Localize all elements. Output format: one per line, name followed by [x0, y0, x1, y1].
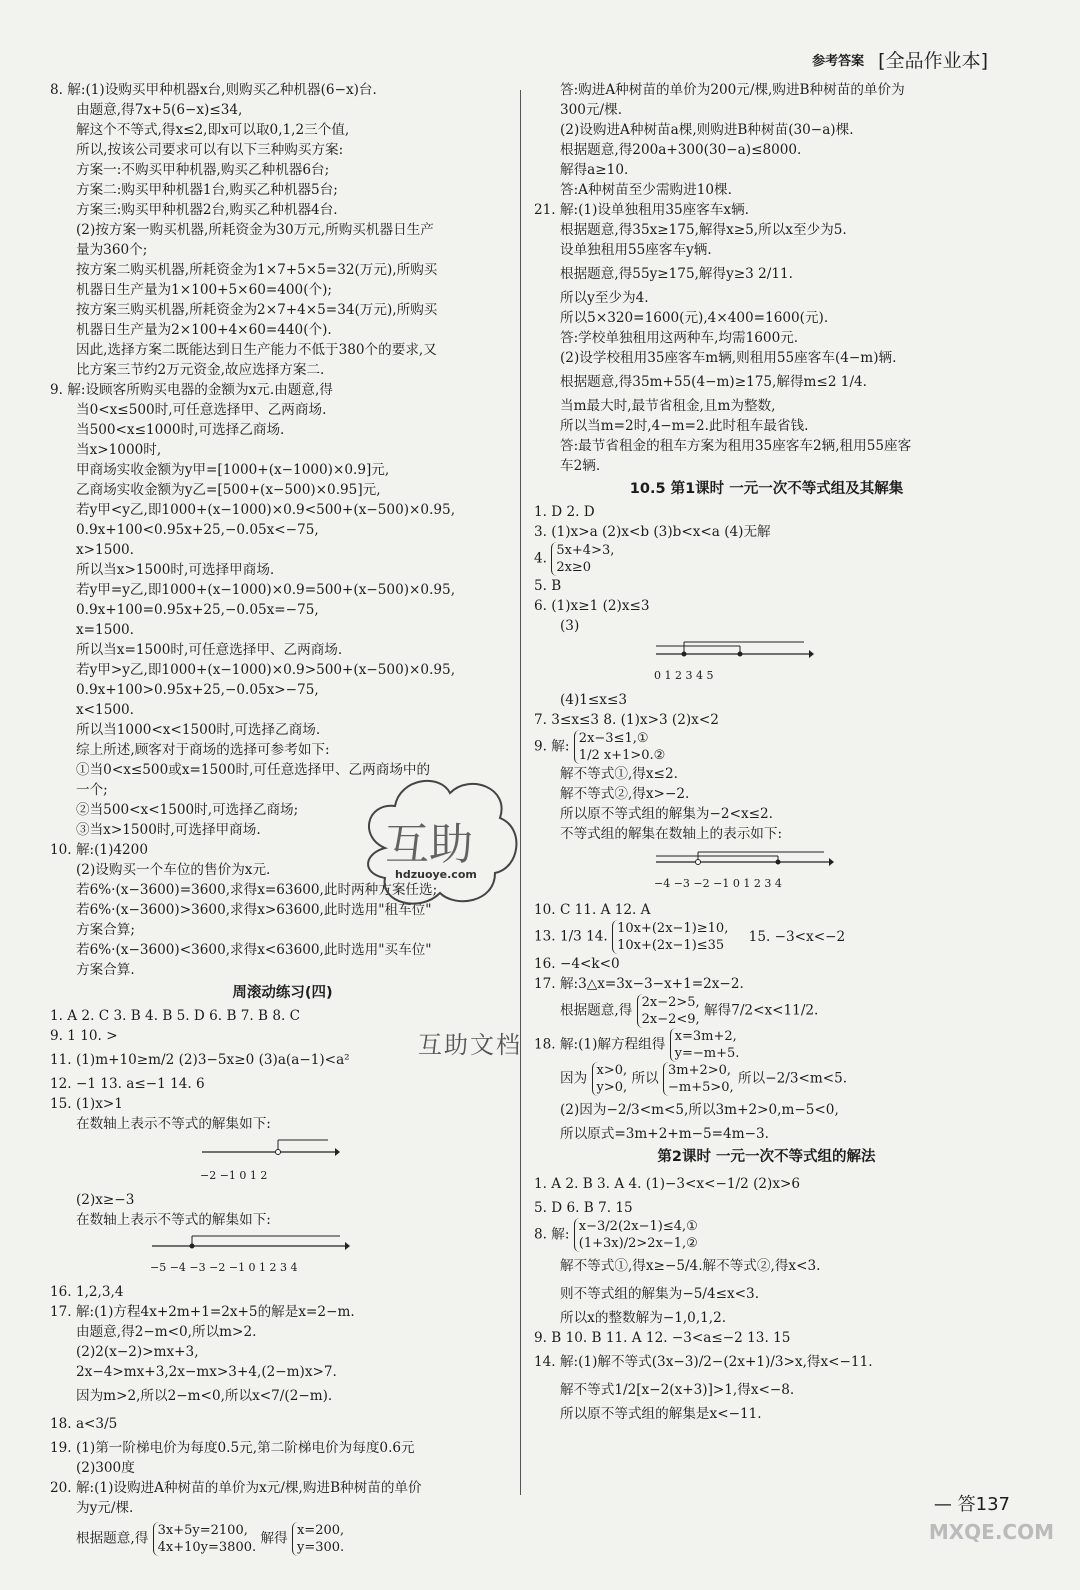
equation-system-line	[534, 1028, 999, 1062]
number-line-graphic	[150, 1234, 350, 1258]
equation: (1+3x)/2>2x−1,②	[578, 1236, 698, 1251]
text-line: 机器日生产量为1×100+5×60=400(个);	[76, 282, 332, 298]
text-line: 21. 解:(1)设单独租用35座客车x辆.	[534, 202, 749, 218]
text-span: 4.	[534, 550, 547, 567]
text-span: 18. 解:(1)解方程组得	[534, 1036, 666, 1053]
text-line: 方案合算.	[76, 962, 135, 978]
equation: y=300.	[296, 1540, 345, 1555]
text-line: 则不等式组的解集为−5/4≤x<3.	[560, 1286, 760, 1302]
text-line: 答:购进A种树苗的单价为200元/棵,购进B种树苗的单价为	[560, 82, 905, 98]
equation: x−3/2(2x−1)≤4,①	[578, 1219, 698, 1234]
text-line: 0.9x+100=0.95x+25,−0.05x=−75,	[76, 602, 319, 618]
text-line: 按方案三购买机器,所耗资金为2×7+4×5=34(万元),所购买	[76, 302, 438, 318]
equation-system	[663, 1062, 734, 1096]
number-line-labels: −5 −4 −3 −2 −1 0 1 2 3 4	[150, 1261, 298, 1274]
text-line: x>1500.	[76, 542, 134, 558]
text-line: 2x−4>mx+3,2x−mx>3+4,(2−m)x>7.	[76, 1364, 337, 1380]
equation-system-line	[50, 1522, 515, 1556]
text-line: 所以当x=1500时,可任意选择甲、乙两商场.	[76, 642, 343, 658]
text-line: 由题意,得7x+5(6−x)≤34,	[76, 102, 243, 118]
text-line: 16. −4<k<0	[534, 956, 620, 972]
text-line: 若y甲<y乙,即1000+(x−1000)×0.9<500+(x−500)×0.95,	[76, 502, 456, 518]
text-line: 20. 解:(1)设购进A种树苗的单价为x元/棵,购进B种树苗的单价	[50, 1480, 422, 1496]
equation: 10x+(2x−1)≤35	[617, 938, 725, 953]
equation: y>0,	[596, 1080, 628, 1095]
text-line: 量为360个;	[76, 242, 148, 258]
equation: 10x+(2x−1)≥10,	[617, 921, 729, 936]
header-subtitle: 参考答案	[812, 54, 865, 69]
text-line: 根据题意,得55y≥175,解得y≥3 2/11.	[560, 266, 793, 282]
text-line: 当x>1000时,	[76, 442, 162, 458]
equation: 2x≥0	[556, 560, 592, 575]
number-line-labels: 0 1 2 3 4 5	[654, 669, 714, 682]
text-line: 17. 解:(1)方程4x+2m+1=2x+5的解是x=2−m.	[50, 1304, 355, 1320]
text-line: 解不等式1/2[x−2(x+3)]>1,得x<−8.	[560, 1382, 795, 1398]
text-line: 设单独租用55座客车y辆.	[560, 242, 712, 258]
text-line: (2)按方案一购买机器,所耗资金为30万元,所购买机器日生产	[76, 222, 434, 238]
text-line: 12. −1 13. a≤−1 14. 6	[50, 1076, 205, 1092]
text-line: (2)设学校租用35座客车m辆,则租用55座客车(4−m)辆.	[560, 350, 897, 366]
equation-system	[574, 1218, 698, 1252]
text-line: 6. (1)x≥1 (2)x≤3	[534, 598, 650, 614]
equation: 2x−2<9,	[641, 1012, 700, 1027]
watermark-stamp-text: 互助	[385, 819, 473, 870]
number-line-graphic	[654, 640, 814, 666]
text-line: 按方案二购买机器,所耗资金为1×7+5×5=32(万元),所购买	[76, 262, 438, 278]
text-line: 因此,选择方案二既能达到日生产能力不低于380个的要求,又	[76, 342, 437, 358]
text-line: 比方案三节约2万元资金,故应选择方案二.	[76, 362, 325, 378]
text-line: (2)2(x−2)>mx+3,	[76, 1344, 199, 1360]
text-line: 根据题意,得35x≥175,解得x≥5,所以x至少为5.	[560, 222, 847, 238]
equation-system	[551, 542, 614, 576]
text-span: 因为	[560, 1070, 588, 1087]
text-line: 所以y至少为4.	[560, 290, 649, 306]
text-line: 19. (1)第一阶梯电价为每度0.5元,第二阶梯电价为每度0.6元	[50, 1440, 415, 1456]
text-line: 16. 1,2,3,4	[50, 1284, 124, 1300]
corner-watermark: MXQE.COM	[928, 1520, 1054, 1544]
text-line: 0.9x+100<0.95x+25,−0.05x<−75,	[76, 522, 319, 538]
equation-system-line	[534, 994, 999, 1028]
equation: x>0,	[596, 1063, 628, 1078]
text-line: 所以x的整数解为−1,0,1,2.	[560, 1310, 727, 1326]
text-line: 14. 解:(1)解不等式(3x−3)/2−(2x+1)/3>x,得x<−11.	[534, 1354, 873, 1370]
text-line: 所以,按该公司要求可以有以下三种购买方案:	[76, 142, 344, 158]
text-line: 方案三:购买甲种机器2台,购买乙种机器4台.	[76, 202, 338, 218]
text-span: 解得	[260, 1530, 288, 1547]
text-span: 13. 1/3 14.	[534, 928, 608, 945]
equation: 2x−2>5,	[641, 995, 700, 1010]
equation: 4x+10y=3800.	[157, 1540, 257, 1555]
equation-system	[574, 730, 666, 764]
text-line: 所以当1000<x<1500时,可选择乙商场.	[76, 722, 321, 738]
text-line: 方案二:购买甲种机器1台,购买乙种机器5台;	[76, 182, 338, 198]
text-line: 9. 1 10. >	[50, 1028, 118, 1044]
text-line: 17. 解:3△x=3x−3−x+1=2x−2.	[534, 976, 744, 992]
text-line: 9. B 10. B 11. A 12. −3<a≤−2 13. 15	[534, 1330, 791, 1346]
equation-system	[612, 920, 728, 954]
text-line: (4)1≤x≤3	[560, 692, 627, 708]
text-line: 解得a≥10.	[560, 162, 629, 178]
text-line: 答:A种树苗至少需购进10棵.	[560, 182, 732, 198]
text-line: 不等式组的解集在数轴上的表示如下:	[560, 826, 783, 842]
text-line: (2)设购进A种树苗a棵,则购进B种树苗(30−a)棵.	[560, 122, 854, 138]
text-line: 若6%·(x−3600)<3600,求得x<63600,此时选用"买车位"	[76, 942, 432, 958]
equation-system-line	[534, 1218, 999, 1252]
text-span: 所以	[631, 1070, 659, 1087]
text-line: 所以原式=3m+2+m−5=4m−3.	[560, 1126, 769, 1142]
text-line: 3. (1)x>a (2)x<b (3)b<x<a (4)无解	[534, 524, 771, 540]
watermark-text: 互助文档	[418, 1031, 522, 1059]
text-line: 由题意,得2−m<0,所以m>2.	[76, 1324, 257, 1340]
text-line: 1. D 2. D	[534, 504, 595, 520]
text-line: (3)	[560, 618, 580, 634]
text-line: 1. A 2. B 3. A 4. (1)−3<x<−1/2 (2)x>6	[534, 1176, 801, 1192]
text-line: 所以原不等式组的解集为−2<x≤2.	[560, 806, 773, 822]
watermark-stamp	[355, 768, 525, 922]
text-line: 9. 解:设顾客所购买电器的金额为x元.由题意,得	[50, 382, 333, 398]
text-line: 方案合算;	[76, 922, 135, 938]
equation-system	[637, 994, 700, 1028]
text-line: 在数轴上表示不等式的解集如下:	[76, 1116, 271, 1132]
equation: 3x+5y=2100,	[157, 1523, 248, 1538]
equation-system	[592, 1062, 628, 1096]
right-column	[534, 80, 999, 1424]
equation: 5x+4>3,	[556, 543, 615, 558]
text-line: 1. A 2. C 3. B 4. B 5. D 6. B 7. B 8. C	[50, 1008, 301, 1024]
number-line-labels: −2 −1 0 1 2	[200, 1169, 268, 1182]
section-title: 第2课时 一元一次不等式组的解法	[657, 1149, 876, 1165]
number-line-labels: −4 −3 −2 −1 0 1 2 3 4	[654, 877, 782, 890]
number-line	[534, 850, 999, 894]
section-title: 10.5 第1课时 一元一次不等式组及其解集	[629, 481, 904, 497]
equation-system	[153, 1522, 257, 1556]
text-line: 当500<x≤1000时,可选择乙商场.	[76, 422, 285, 438]
text-span: 所以−2/3<m<5.	[738, 1070, 848, 1087]
equation-system-line	[534, 542, 999, 576]
text-line: 解不等式①,得x≥−5/4.解不等式②,得x<3.	[560, 1258, 821, 1274]
number-line-graphic	[654, 850, 834, 874]
text-line: 8. 解:(1)设购买甲种机器x台,则购买乙种机器(6−x)台.	[50, 82, 377, 98]
text-line: 综上所述,顾客对于商场的选择可参考如下:	[76, 742, 330, 758]
text-line: (2)300度	[76, 1460, 135, 1476]
equation-system-line	[534, 1062, 999, 1096]
text-line: (2)因为−2/3<m<5,所以3m+2>0,m−5<0,	[560, 1102, 839, 1118]
text-line: 甲商场实收金额为y甲=[1000+(x−1000)×0.9]元,	[76, 462, 390, 478]
text-line: 5. B	[534, 578, 562, 594]
text-span: 根据题意,得	[76, 1530, 149, 1547]
equation: 3m+2>0,	[668, 1063, 732, 1078]
equation-system-line	[534, 920, 999, 954]
text-line: 解不等式②,得x>−2.	[560, 786, 690, 802]
watermark-url: hdzuoye.com	[395, 868, 477, 881]
text-line: 11. (1)m+10≥m/2 (2)3−5x≥0 (3)a(a−1)<a²	[50, 1052, 350, 1068]
text-line: 10. C 11. A 12. A	[534, 902, 651, 918]
header-brand: [全品作业本]	[878, 50, 988, 72]
number-line	[534, 640, 999, 686]
page-number: — 答137	[933, 1494, 1010, 1515]
text-line: 解不等式①,得x≤2.	[560, 766, 678, 782]
text-span: 9. 解:	[534, 738, 570, 755]
text-line: 根据题意,得200a+300(30−a)≤8000.	[560, 142, 802, 158]
page-header	[812, 46, 988, 73]
equation: y=−m+5.	[674, 1046, 740, 1061]
text-span: 根据题意,得	[560, 1002, 633, 1019]
text-line: 答:学校单独租用这两种车,均需1600元.	[560, 330, 799, 346]
text-line: ①当0<x≤500或x=1500时,可任意选择甲、乙两商场中的	[76, 762, 431, 778]
number-line	[50, 1138, 515, 1186]
text-line: 若6%·(x−3600)=3600,求得x=63600,此时两种方案任选;	[76, 882, 438, 898]
text-line: 5. D 6. B 7. 15	[534, 1200, 633, 1216]
text-line: 因为m>2,所以2−m<0,所以x<7/(2−m).	[76, 1388, 333, 1404]
text-line: 当m最大时,最节省租金,且m为整数,	[560, 398, 776, 414]
text-line: 18. a<3/5	[50, 1416, 118, 1432]
text-line: 15. (1)x>1	[50, 1096, 123, 1112]
text-line: 为y元/棵.	[76, 1500, 134, 1516]
text-line: 当0<x≤500时,可任意选择甲、乙两商场.	[76, 402, 327, 418]
equation: 1/2 x+1>0.②	[578, 748, 666, 763]
text-span: 8. 解:	[534, 1226, 570, 1243]
text-line: (2)x≥−3	[76, 1192, 135, 1208]
text-line: ②当500<x<1500时,可选择乙商场;	[76, 802, 299, 818]
text-line: 乙商场实收金额为y乙=[500+(x−500)×0.95]元,	[76, 482, 381, 498]
number-line	[50, 1234, 515, 1278]
text-line: 所以当x>1500时,可选择甲商场.	[76, 562, 275, 578]
text-line: x=1500.	[76, 622, 134, 638]
text-line: 一个;	[76, 782, 108, 798]
equation-system	[292, 1522, 344, 1556]
text-line: 根据题意,得35m+55(4−m)≥175,解得m≤2 1/4.	[560, 374, 867, 390]
text-line: 7. 3≤x≤3 8. (1)x>3 (2)x<2	[534, 712, 719, 728]
section-title: 周滚动练习(四)	[232, 985, 333, 1001]
text-line: 方案一:不购买甲种机器,购买乙种机器6台;	[76, 162, 330, 178]
text-line: 10. 解:(1)4200	[50, 842, 148, 858]
text-line: 在数轴上表示不等式的解集如下:	[76, 1212, 271, 1228]
text-line: 若y甲>y乙,即1000+(x−1000)×0.9>500+(x−500)×0.95,	[76, 662, 456, 678]
text-line: 答:最节省租金的租车方案为租用35座客车2辆,租用55座客	[560, 438, 912, 454]
text-line: 若y甲=y乙,即1000+(x−1000)×0.9=500+(x−500)×0.95,	[76, 582, 456, 598]
equation: −m+5>0,	[668, 1080, 734, 1095]
equation-system	[670, 1028, 740, 1062]
text-line: 所以5×320=1600(元),4×400=1600(元).	[560, 310, 829, 326]
text-line: x<1500.	[76, 702, 134, 718]
equation-system-line	[534, 730, 999, 764]
text-line: 300元/棵.	[560, 102, 623, 118]
text-line: 所以原不等式组的解集是x<−11.	[560, 1406, 762, 1422]
equation: x=200,	[296, 1523, 345, 1538]
text-line: 0.9x+100>0.95x+25,−0.05x>−75,	[76, 682, 319, 698]
text-span: 解得7/2<x<11/2.	[704, 1002, 819, 1019]
text-line: 解这个不等式,得x≤2,即x可以取0,1,2三个值,	[76, 122, 350, 138]
text-line: 若6%·(x−3600)>3600,求得x>63600,此时选用"租车位"	[76, 902, 432, 918]
text-line: 机器日生产量为2×100+4×60=440(个).	[76, 322, 332, 338]
equation: 2x−3≤1,①	[578, 731, 649, 746]
text-line: (2)设购买一个车位的售价为x元.	[76, 862, 271, 878]
text-line: ③当x>1500时,可选择甲商场.	[76, 822, 261, 838]
number-line-graphic	[200, 1138, 340, 1166]
text-line: 所以当m=2时,4−m=2.此时租车最省钱.	[560, 418, 809, 434]
text-span: 15. −3<x<−2	[748, 928, 846, 945]
text-line: 车2辆.	[560, 458, 601, 474]
equation: x=3m+2,	[674, 1029, 737, 1044]
